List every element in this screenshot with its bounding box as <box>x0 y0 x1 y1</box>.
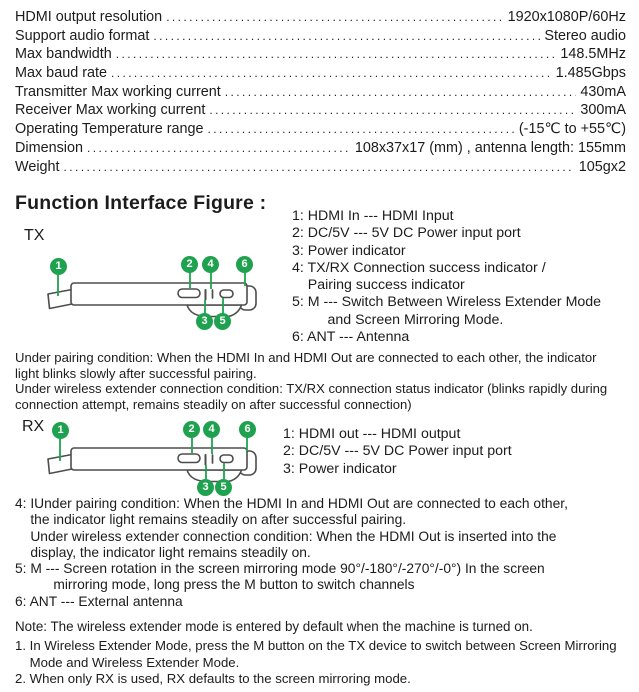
text-line: Under wireless extender connection condition: When the HDMI Out is inserted into the <box>15 528 557 544</box>
text-line: 3: Power indicator <box>283 460 397 477</box>
callout-6: 6 <box>236 256 253 273</box>
rx-label: RX <box>22 418 45 435</box>
spec-row <box>15 84 626 103</box>
dotted-leader <box>225 85 577 99</box>
text-line: connection attempt, remains steadily on after successful connection) <box>15 396 412 412</box>
text-line: the indicator light remains steadily on after successful pairing. <box>15 512 407 528</box>
text-line: 5: M --- Switch Between Wireless Extender Mode <box>292 294 602 311</box>
dotted-leader <box>87 141 351 155</box>
text-line: display, the indicator light remains steadily on. <box>15 544 311 560</box>
spec-value: 430mA <box>580 83 626 100</box>
callout-4: 4 <box>202 256 219 273</box>
text-line: mirroring mode, long press the M button to switch channels <box>15 577 415 593</box>
text-line: 5: M --- Screen rotation in the screen mirroring mode 90°/-180°/-270°/-0°) In the screen <box>15 561 545 577</box>
spec-label: Support audio format <box>15 27 150 44</box>
spec-label: Weight <box>15 158 60 175</box>
callout-5: 5 <box>214 313 231 330</box>
bottom-notes <box>15 638 617 688</box>
dotted-leader <box>116 47 557 61</box>
dotted-leader <box>153 29 540 43</box>
text-line: Pairing success indicator <box>292 277 465 294</box>
tx-figure <box>15 253 295 343</box>
spec-label: Max bandwidth <box>15 46 112 63</box>
spec-value: 300mA <box>580 102 626 119</box>
callout-1: 1 <box>52 422 69 439</box>
spec-label: HDMI output resolution <box>15 9 163 25</box>
spec-label: Dimension <box>15 139 83 156</box>
rx-notes <box>15 496 568 610</box>
spec-label: Operating Temperature range <box>15 121 204 138</box>
callout-2: 2 <box>181 256 198 273</box>
tx-port-list <box>292 208 601 346</box>
text-line: light blinks slowly after successful pairing. <box>15 365 257 381</box>
tx-paragraph <box>15 350 607 412</box>
rx-port-list <box>283 426 512 478</box>
text-line: and Screen Mirroring Mode. <box>292 311 504 328</box>
callout-4: 4 <box>203 421 220 438</box>
text-line: Under pairing condition: When the HDMI In and HDMI Out are connected to each other, the indicator <box>15 350 597 365</box>
text-line: Mode and Wireless Extender Mode. <box>15 654 240 670</box>
callout-6: 6 <box>239 421 256 438</box>
spec-value: Stereo audio <box>544 27 626 44</box>
text-line: 4: TX/RX Connection success indicator / <box>292 259 546 276</box>
callout-3: 3 <box>196 313 213 330</box>
callout-3: 3 <box>197 479 214 496</box>
text-line: 2: DC/5V --- 5V DC Power input port <box>292 225 521 242</box>
spec-value: 1.485Gbps <box>555 65 626 82</box>
spec-row <box>15 65 626 84</box>
dotted-leader <box>166 10 503 24</box>
dotted-leader <box>64 160 575 174</box>
text-line: 2: DC/5V --- 5V DC Power input port <box>283 443 512 460</box>
callout-5: 5 <box>215 479 232 496</box>
spec-row <box>15 9 626 28</box>
spec-value: 105gx2 <box>578 158 626 175</box>
spec-row <box>15 140 626 159</box>
spec-label: Max baud rate <box>15 65 107 82</box>
spec-row <box>15 102 626 121</box>
text-line: 6: ANT --- External antenna <box>15 593 183 609</box>
text-line: Under wireless extender connection condition: TX/RX connection status indicator (blinks rapidly during <box>15 381 608 397</box>
text-line: 2. When only RX is used, RX defaults to the screen mirroring mode. <box>15 671 411 686</box>
dotted-leader <box>209 103 576 117</box>
dotted-leader <box>208 122 515 136</box>
section-heading: Function Interface Figure : <box>15 192 267 214</box>
text-line: 3: Power indicator <box>292 242 406 259</box>
spec-row <box>15 28 626 47</box>
note-line: Note: The wireless extender mode is entered by default when the machine is turned on. <box>15 619 533 634</box>
spec-row <box>15 159 626 178</box>
spec-list <box>15 9 626 177</box>
text-line: 1: HDMI out --- HDMI output <box>283 426 461 442</box>
rx-figure <box>15 418 295 508</box>
callout-1: 1 <box>50 258 67 275</box>
spec-row <box>15 46 626 65</box>
spec-label: Transmitter Max working current <box>15 83 221 100</box>
spec-value: (-15℃ to +55℃) <box>518 121 626 138</box>
text-line: 1. In Wireless Extender Mode, press the M button on the TX device to switch between Screen Mirroring <box>15 638 617 653</box>
text-line: 4: IUnder pairing condition: When the HDMI In and HDMI Out are connected to each other, <box>15 496 568 511</box>
dotted-leader <box>111 66 552 80</box>
tx-label: TX <box>24 227 45 244</box>
spec-value: 148.5MHz <box>560 46 626 63</box>
spec-row <box>15 121 626 140</box>
text-line: 1: HDMI In --- HDMI Input <box>292 208 454 224</box>
callout-2: 2 <box>183 421 200 438</box>
spec-value: 1920x1080P/60Hz <box>507 9 626 25</box>
spec-value: 108x37x17 (mm) , antenna length: 155mm <box>354 139 626 156</box>
spec-label: Receiver Max working current <box>15 102 206 119</box>
text-line: 6: ANT --- Antenna <box>292 329 410 346</box>
